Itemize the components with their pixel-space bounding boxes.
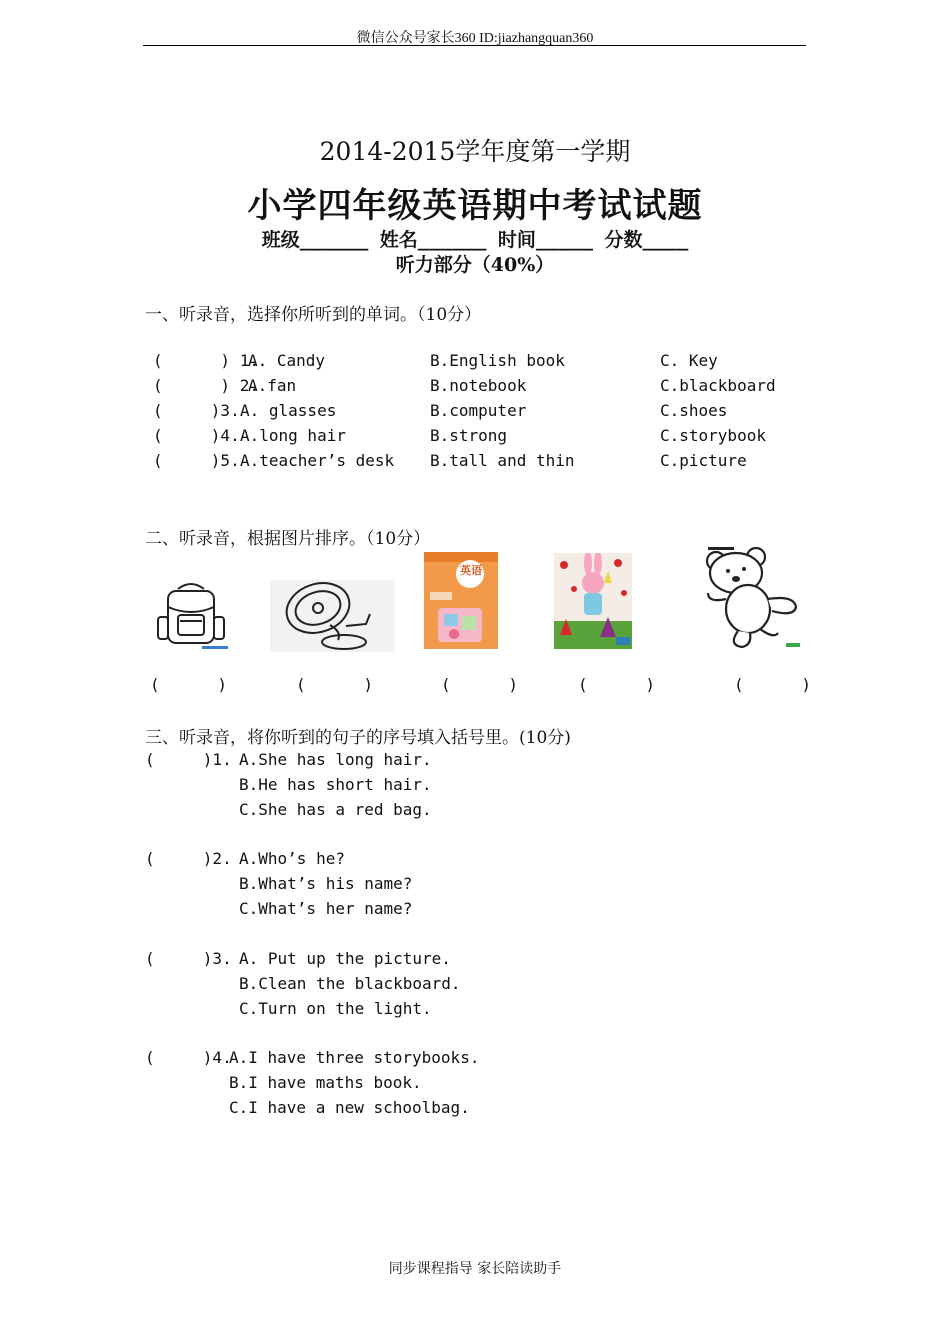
option-c: C.blackboard xyxy=(660,376,776,395)
option-b: B.I have maths book. xyxy=(229,1073,422,1092)
answer-bracket[interactable]: ( )3. xyxy=(145,949,232,968)
cover-title: 英语 xyxy=(460,564,482,577)
answer-bracket[interactable]: ( )3. xyxy=(153,401,240,420)
option-a: A.She has long hair. xyxy=(239,750,432,769)
exam-title: 小学四年级英语期中考试试题 xyxy=(247,186,703,226)
header-divider xyxy=(143,45,806,46)
option-a: A.Who’s he? xyxy=(239,849,345,868)
option-c: C.She has a red bag. xyxy=(239,800,432,819)
option-a: A. glasses xyxy=(240,401,337,420)
answer-bracket[interactable]: ( ) 1. xyxy=(153,351,259,370)
section3-heading: 三、听录音，将你听到的句子的序号填入括号里。(10分) xyxy=(145,728,571,748)
option-b: B.What’s his name? xyxy=(239,874,413,893)
page-footer: 同步课程指导 家长陪读助手 xyxy=(388,1261,562,1277)
option-c: C.shoes xyxy=(660,401,728,420)
student-info-line: 班级______ 姓名______ 时间_____ 分数____ xyxy=(261,229,689,251)
option-b: B.notebook xyxy=(430,376,527,395)
storybook-cover-icon xyxy=(554,553,632,649)
section2-heading: 二、听录音，根据图片排序。（10分） xyxy=(145,529,431,549)
answer-bracket[interactable]: ( ) 2. xyxy=(153,376,259,395)
option-b: B.Clean the blackboard. xyxy=(239,974,461,993)
answer-bracket[interactable]: ( )1. xyxy=(145,750,232,769)
exam-term-title: 2014-2015学年度第一学期 xyxy=(319,137,631,166)
answer-bracket[interactable]: ( ) xyxy=(150,675,228,694)
option-c: C.picture xyxy=(660,451,747,470)
option-c: C.Turn on the light. xyxy=(239,999,432,1018)
option-b: B.English book xyxy=(430,351,565,370)
answer-bracket[interactable]: ( )4. xyxy=(145,1048,232,1067)
option-c: C.I have a new schoolbag. xyxy=(229,1098,470,1117)
fan-icon xyxy=(270,580,395,652)
option-b: B.He has short hair. xyxy=(239,775,432,794)
answer-bracket[interactable]: ( )2. xyxy=(145,849,232,868)
textbook-cover-icon xyxy=(424,552,498,649)
option-c: C. Key xyxy=(660,351,718,370)
option-a: A. Candy xyxy=(248,351,326,370)
option-b: B.strong xyxy=(430,426,508,445)
teddy-bear-icon xyxy=(702,547,802,651)
page-header: 微信公众号家长360 ID:jiazhangquan360 xyxy=(356,31,594,46)
option-a: A.teacher’s desk xyxy=(240,451,395,470)
answer-bracket[interactable]: ( ) xyxy=(578,675,656,694)
schoolbag-icon xyxy=(150,577,232,652)
option-a: A.fan xyxy=(248,376,297,395)
answer-bracket[interactable]: ( ) xyxy=(296,675,374,694)
answer-bracket[interactable]: ( ) xyxy=(441,675,519,694)
answer-bracket[interactable]: ( )4. xyxy=(153,426,240,445)
answer-bracket[interactable]: ( ) xyxy=(734,675,812,694)
section1-heading: 一、听录音，选择你所听到的单词。（10分） xyxy=(145,305,482,325)
option-a: A.long hair xyxy=(240,426,346,445)
option-c: C.What’s her name? xyxy=(239,899,413,918)
listening-part-label: 听力部分（40%） xyxy=(395,254,555,276)
option-b: B.tall and thin xyxy=(430,451,575,470)
option-a: A.I have three storybooks. xyxy=(229,1048,480,1067)
answer-bracket[interactable]: ( )5. xyxy=(153,451,240,470)
option-c: C.storybook xyxy=(660,426,766,445)
option-a: A. Put up the picture. xyxy=(239,949,451,968)
option-b: B.computer xyxy=(430,401,527,420)
